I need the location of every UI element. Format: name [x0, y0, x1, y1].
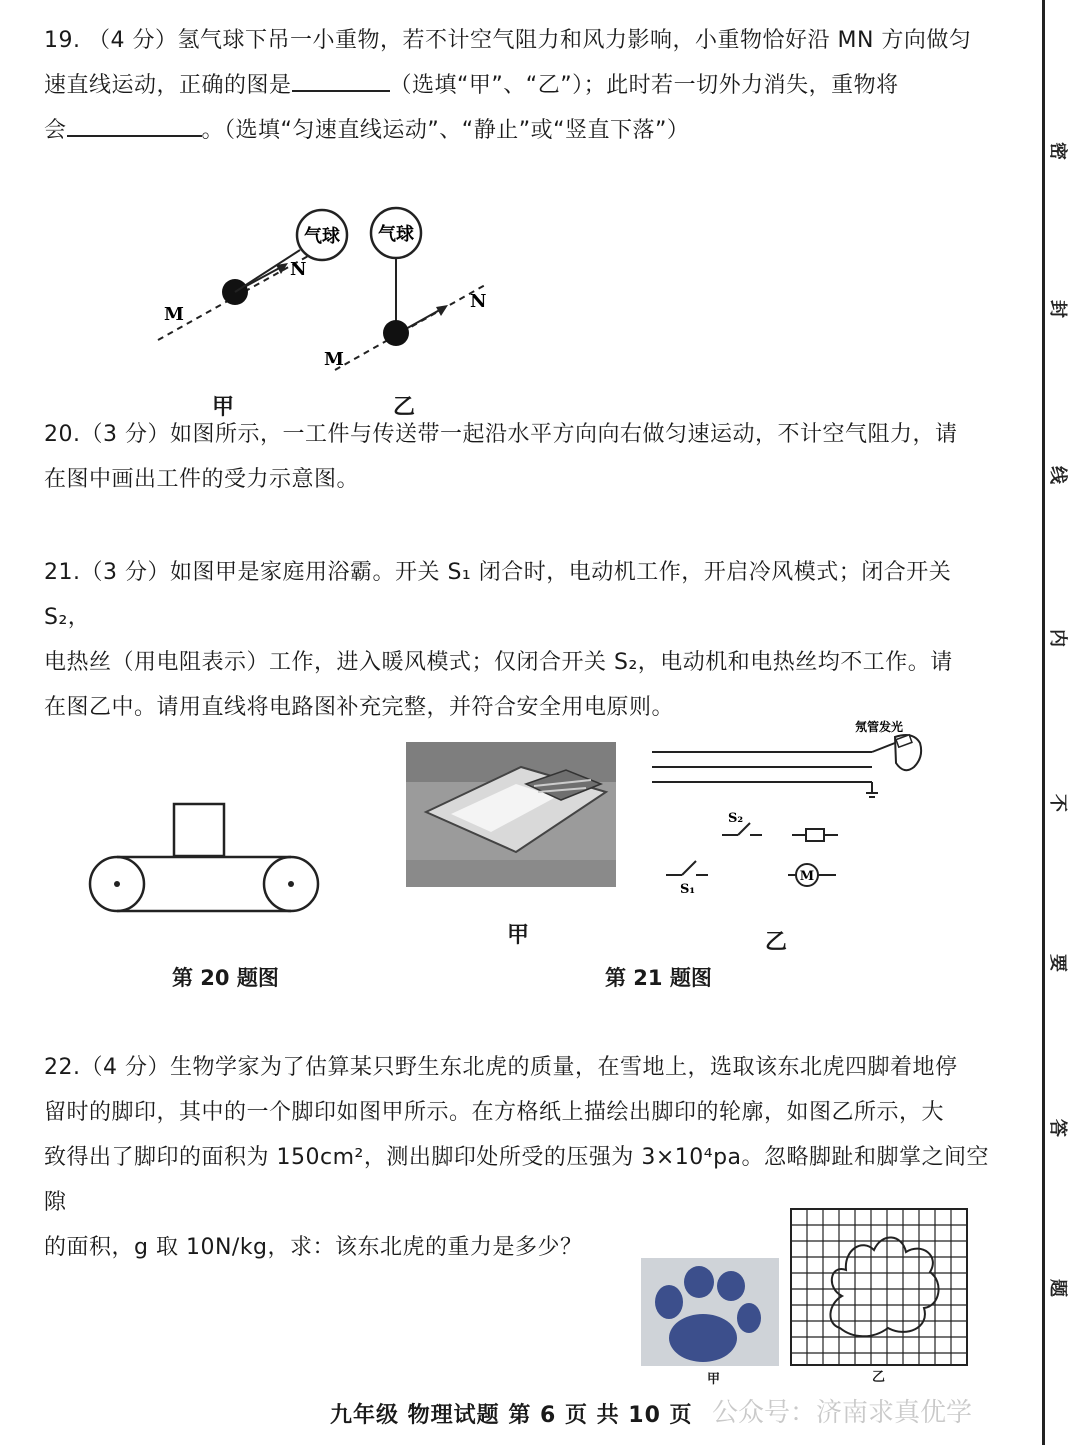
q21-circuit-figure[interactable] [650, 715, 950, 905]
label-n: N [290, 259, 307, 280]
balloon-label: 气球 [378, 224, 414, 245]
binding-char: 密 [1047, 142, 1068, 160]
q22-line2: 留时的脚印，其中的一个脚印如图甲所示。在方格纸上描绘出脚印的轮廓，如图乙所示，大 [44, 1100, 945, 1125]
question-21 [44, 550, 1004, 730]
weight-ball [383, 320, 409, 346]
test-pencil-hand-icon [872, 735, 921, 770]
heating-resistor [792, 829, 838, 841]
switch-s1 [666, 861, 708, 897]
binding-char: 不 [1047, 794, 1068, 812]
q21-caption: 第 21 题图 [605, 966, 712, 990]
balloon-label: 气球 [304, 226, 340, 247]
question-19 [44, 18, 1004, 153]
q21-line1: 21.（3 分）如图甲是家庭用浴霸。开关 S₁ 闭合时，电动机工作，开启冷风模式；闭合开关 S₂， [44, 560, 952, 630]
binding-char: 答 [1047, 1119, 1068, 1137]
q19-blank-1[interactable] [292, 64, 390, 92]
q19-figure [140, 195, 520, 425]
label-m: M [164, 304, 184, 325]
q22-line3: 致得出了脚印的面积为 150cm²，测出脚印处所受的压强为 3×10⁴pa。忽略脚趾和脚掌之间空隙 [44, 1145, 990, 1215]
figure-yi-balloon [324, 208, 486, 370]
svg-text:S₂: S₂ [728, 811, 744, 826]
motor-symbol [788, 864, 836, 886]
q22-line1: 22.（4 分）生物学家为了估算某只野生东北虎的质量，在雪地上，选取该东北虎四脚着地停 [44, 1055, 958, 1080]
label-m: M [324, 349, 344, 370]
grid-paper-outline[interactable] [790, 1208, 968, 1366]
q19-line2a: 速直线运动，正确的图是 [44, 73, 292, 98]
q19-blank-2[interactable] [67, 109, 202, 137]
q20-line2: 在图中画出工件的受力示意图。 [44, 467, 360, 492]
binding-char: 题 [1047, 1279, 1068, 1297]
switch-s2 [722, 811, 762, 835]
q19-line1: 19. （4 分）氢气球下吊一小重物，若不计空气阻力和风力影响，小重物恰好沿 MN 方向做匀 [44, 28, 972, 53]
q20-caption: 第 20 题图 [172, 966, 279, 990]
q19-line2b: （选填“甲”、“乙”）；此时若一切外力消失，重物将 [389, 73, 899, 98]
page-footer: 九年级 物理试题 第 6 页 共 10 页 [330, 1403, 693, 1428]
binding-line [1042, 0, 1045, 1445]
q19-line3 [44, 108, 1004, 153]
binding-char: 内 [1047, 629, 1068, 647]
svg-text:S₁: S₁ [680, 882, 696, 897]
q19-fig-label-jia: 甲 [212, 395, 235, 420]
q21-line3: 在图乙中。请用直线将电路图补充完整，并符合安全用电原则。 [44, 695, 675, 720]
q22-fig-label-jia: 甲 [707, 1372, 721, 1387]
binding-char: 要 [1047, 954, 1068, 972]
q19-line2 [44, 63, 1004, 108]
paw-print-photo [641, 1258, 779, 1366]
bath-heater-photo [406, 742, 616, 887]
q21-line2: 电热丝（用电阻表示）工作，进入暖风模式；仅闭合开关 S₂，电动机和电热丝均不工作。请 [44, 650, 953, 675]
q19-fig-label-yi: 乙 [393, 395, 416, 420]
binding-char: 线 [1047, 466, 1068, 484]
q21-fig-label-yi: 乙 [765, 930, 788, 955]
q20-line1: 20.（3 分）如图所示，一工件与传送带一起沿水平方向向右做匀速运动，不计空气阻力，请 [44, 422, 958, 447]
q19-line3b: 。（选填“匀速直线运动”、“静止”或“竖直下落”） [201, 118, 690, 143]
q22-fig-label-yi: 乙 [872, 1370, 886, 1385]
q21-fig-label-jia: 甲 [507, 923, 530, 948]
figure-jia-balloon [158, 210, 347, 340]
tester-label: 氖管发光 [855, 720, 904, 734]
workpiece [174, 804, 224, 856]
svg-text:M: M [799, 869, 815, 884]
q19-line3a: 会 [44, 118, 67, 143]
q22-line4: 的面积，g 取 10N/kg，求：该东北虎的重力是多少？ [44, 1235, 583, 1260]
watermark: 公众号：济南求真优学 [712, 1398, 973, 1428]
binding-char: 封 [1047, 300, 1068, 318]
question-20 [44, 412, 1004, 502]
binding-margin [1040, 0, 1080, 1445]
q20-conveyor-figure[interactable] [85, 800, 325, 920]
label-n: N [470, 291, 487, 312]
